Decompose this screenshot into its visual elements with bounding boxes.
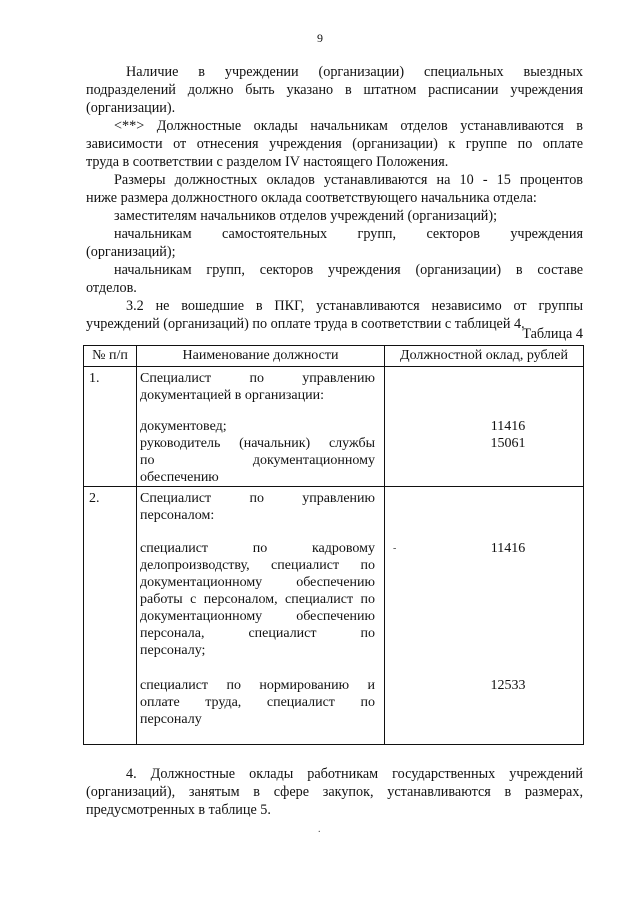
row-2-item-2-line-2: оплате труда, специалист по	[140, 695, 375, 710]
closing-line-2: (организаций), занятым в сфере закупок, устанавливаются в размерах,	[86, 784, 583, 800]
paragraph-7-line-2: учреждений (организаций) по оплате труда в соответствии с таблицей 4.	[86, 316, 525, 332]
header-position: Наименование должности	[182, 348, 339, 363]
row-1-item-1: документовед;	[140, 419, 227, 434]
stray-mark: .	[318, 824, 321, 835]
paragraph-2-line-1: <**> Должностные оклады начальникам отделов устанавливаются в	[114, 118, 583, 134]
stray-mark: -	[393, 543, 397, 554]
row-1-item-2-salary: 15061	[490, 436, 526, 451]
row-2-number: 2.	[89, 491, 100, 506]
column-divider	[384, 346, 385, 744]
page-number: 9	[317, 31, 323, 45]
paragraph-7-line-1: 3.2 не вошедшие в ПКГ, устанавливаются независимо от группы	[126, 298, 583, 314]
column-divider	[136, 346, 137, 744]
row-2-item-1-line-5: документационному обеспечению	[140, 609, 375, 624]
paragraph-2-line-3: труда в соответствии с разделом IV настоящего Положения.	[86, 154, 449, 170]
closing-line-1: 4. Должностные оклады работникам государственных учреждений	[126, 766, 583, 782]
header-divider	[84, 366, 583, 367]
paragraph-5-line-2: (организаций);	[86, 244, 176, 260]
row-2-item-1-line-1: специалист по кадровому	[140, 541, 375, 556]
paragraph-6-line-1: начальникам групп, секторов учреждения (организации) в составе	[114, 262, 583, 278]
row-2-item-2-salary: 12533	[490, 678, 526, 693]
row-2-group-line-2: персоналом:	[140, 508, 215, 523]
paragraph-1-line-1: Наличие в учреждении (организации) специальных выездных	[126, 64, 583, 80]
header-salary: Должностной оклад, рублей	[400, 348, 568, 363]
row-2-item-1-line-2: делопроизводству, специалист по	[140, 558, 375, 573]
row-2-group-line-1: Специалист по управлению	[140, 491, 375, 506]
row-2-item-1-line-7: персоналу;	[140, 643, 206, 658]
header-number: № п/п	[92, 348, 128, 363]
row-2-item-1-line-4: работы с персоналом, специалист по	[140, 592, 375, 607]
paragraph-1-line-3: (организации).	[86, 100, 176, 116]
row-1-group-line-1: Специалист по управлению	[140, 371, 375, 386]
closing-line-3: предусмотренных в таблице 5.	[86, 802, 271, 818]
row-2-item-2-line-1: специалист по нормированию и	[140, 678, 375, 693]
paragraph-3-line-1: Размеры должностных окладов устанавливаются на 10 - 15 процентов	[114, 172, 583, 188]
paragraph-1-line-2: подразделений должно быть указано в штатном расписании учреждения	[86, 82, 583, 98]
row-1-item-1-salary: 11416	[490, 419, 526, 434]
table-caption: Таблица 4	[522, 326, 583, 342]
paragraph-2-line-2: зависимости от отнесения учреждения (организации) к группе по оплате	[86, 136, 583, 152]
row-2-item-2-line-3: персоналу	[140, 712, 202, 727]
row-2-item-1-line-6: персонала, специалист по	[140, 626, 375, 641]
row-1-group-line-2: документацией в организации:	[140, 388, 324, 403]
row-divider	[84, 486, 583, 487]
row-1-number: 1.	[89, 371, 100, 386]
row-2-item-1-salary: 11416	[490, 541, 526, 556]
paragraph-5-line-1: начальникам самостоятельных групп, секторов учреждения	[114, 226, 583, 242]
paragraph-6-line-2: отделов.	[86, 280, 137, 296]
paragraph-3-line-2: ниже размера должностного оклада соответствующего начальника отдела:	[86, 190, 537, 206]
row-1-item-2-line-2: по документационному	[140, 453, 375, 468]
row-1-item-2-line-1: руководитель (начальник) службы	[140, 436, 375, 451]
paragraph-4-line-1: заместителям начальников отделов учреждений (организаций);	[114, 208, 498, 224]
row-2-item-1-line-3: документационному обеспечению	[140, 575, 375, 590]
row-1-item-2-line-3: обеспечению	[140, 470, 219, 485]
salary-table	[83, 345, 584, 745]
